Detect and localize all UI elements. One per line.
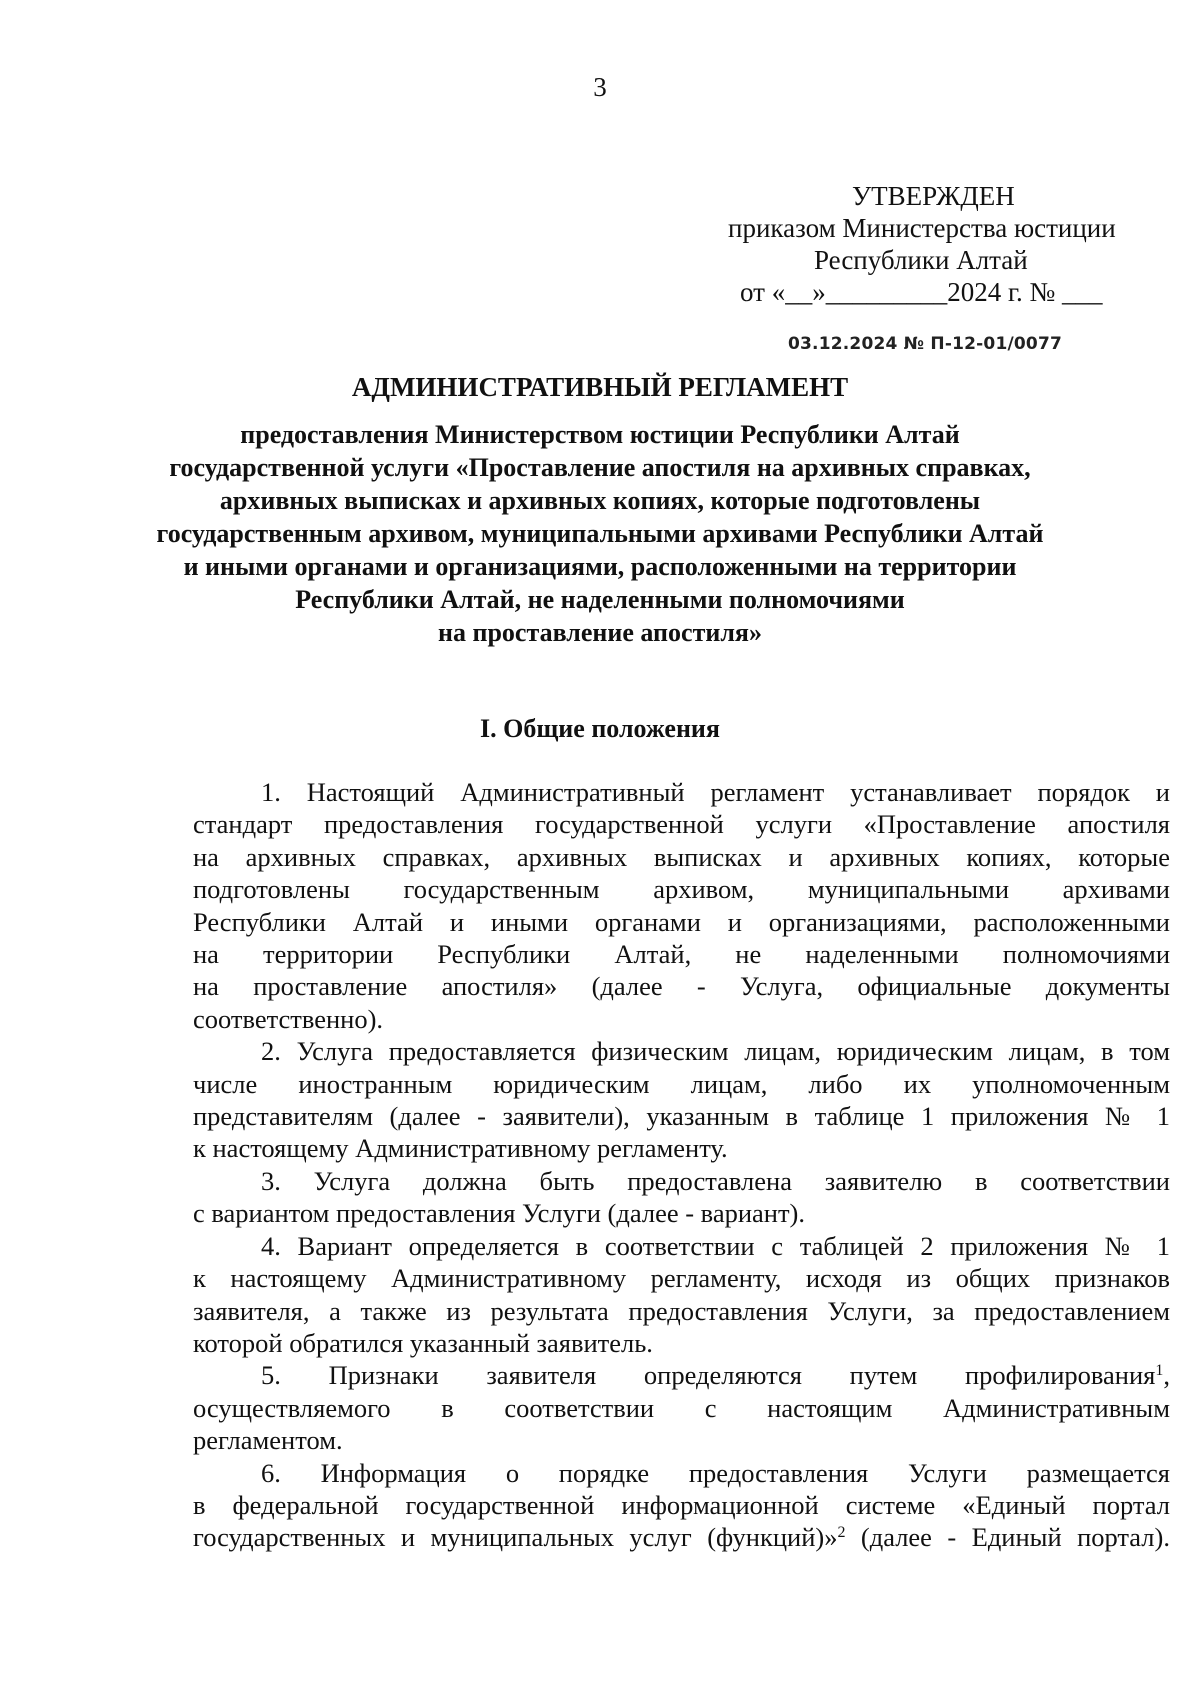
text-line: на территории Республики Алтай, не наделенными полномочиями [193, 939, 1170, 970]
text-line: числе иностранным юридическим лицам, либо их уполномоченным [193, 1068, 1170, 1099]
footnote-marker: 1 [1155, 1362, 1164, 1380]
text-line: стандарт предоставления государственной услуги «Проставление апостиля [193, 809, 1170, 840]
approval-block [700, 180, 1160, 308]
page-number: 3 [593, 72, 607, 102]
subtitle-line: Республики Алтай, не наделенными полномочиями [295, 585, 905, 614]
paragraph-4 [193, 1230, 1170, 1360]
body-text [193, 776, 1170, 1554]
subtitle-line: архивных выписках и архивных копиях, которые подготовлены [219, 486, 981, 515]
paragraph-1 [193, 776, 1170, 1035]
paragraph-3 [193, 1165, 1170, 1230]
subtitle-line: государственной услуги «Проставление апостиля на архивных справках, [169, 453, 1031, 482]
text-line: 3. Услуга должна быть предоставлена заявителю в соответствии [261, 1165, 1170, 1196]
paragraph-5 [193, 1359, 1170, 1456]
text-line: в федеральной государственной информационной системе «Единый портал [193, 1489, 1170, 1520]
text-run: (далее - Единый портал). [845, 1522, 1170, 1553]
text-line: соответственно). [193, 1003, 384, 1034]
text-line: на проставление апостиля» (далее - Услуга, официальные документы [193, 971, 1170, 1002]
text-line-with-footnote [193, 1359, 1170, 1391]
text-line: представителям (далее - заявители), указанным в таблице 1 приложения № 1 [193, 1101, 1170, 1132]
text-run: 5. Признаки заявителя определяются путем профилирования [261, 1360, 1156, 1391]
section-heading: I. Общие положения [480, 714, 720, 743]
subtitle-line: предоставления Министерством юстиции Республики Алтай [240, 420, 960, 449]
text-line: 2. Услуга предоставляется физическим лицам, юридическим лицам, в том [261, 1036, 1170, 1067]
document-title: АДМИНИСТРАТИВНЫЙ РЕГЛАМЕНТ [351, 372, 849, 402]
text-line: подготовлены государственным архивом, муниципальными архивами [193, 874, 1170, 905]
approval-line: Республики Алтай [814, 245, 1028, 275]
text-line: к настоящему Административному регламенту. [193, 1133, 728, 1164]
text-line: 4. Вариант определяется в соответствии с таблицей 2 приложения № 1 [261, 1230, 1170, 1261]
text-line: с вариантом предоставления Услуги (далее - вариант). [193, 1198, 805, 1229]
document-subtitle [0, 418, 1200, 649]
subtitle-line: государственным архивом, муниципальными архивами Республики Алтай [156, 519, 1044, 548]
text-line: Республики Алтай и иными органами и организациями, расположенными [193, 906, 1170, 937]
text-run: , [1163, 1360, 1170, 1391]
text-line: к настоящему Административному регламенту, исходя из общих признаков [193, 1263, 1170, 1294]
text-line: осуществляемого в соответствии с настоящим Административным [193, 1392, 1170, 1423]
footnote-marker: 2 [837, 1524, 846, 1542]
text-line-with-footnote [193, 1521, 1170, 1553]
paragraph-2 [193, 1035, 1170, 1165]
text-line: регламентом. [193, 1425, 343, 1456]
subtitle-line: на проставление апостиля» [438, 618, 762, 647]
subtitle-line: и иными органами и организациями, расположенными на территории [183, 552, 1017, 581]
text-line: 1. Настоящий Административный регламент устанавливает порядок и [261, 777, 1170, 807]
text-line: на архивных справках, архивных выписках и архивных копиях, которые [193, 841, 1170, 872]
paragraph-6 [193, 1457, 1170, 1554]
text-line: которой обратился указанный заявитель. [193, 1327, 653, 1358]
approval-heading: УТВЕРЖДЕН [852, 181, 1015, 211]
registration-stamp: 03.12.2024 № П-12-01/0077 [788, 334, 1063, 354]
text-line: заявителя, а также из результата предоставления Услуги, за предоставлением [193, 1295, 1170, 1326]
approval-date-line: от «__»_________2024 г. № ___ [740, 277, 1103, 307]
approval-line: приказом Министерства юстиции [728, 213, 1116, 243]
text-line: 6. Информация о порядке предоставления Услуги размещается [261, 1457, 1170, 1488]
text-run: государственных и муниципальных услуг (функций)» [193, 1522, 838, 1553]
